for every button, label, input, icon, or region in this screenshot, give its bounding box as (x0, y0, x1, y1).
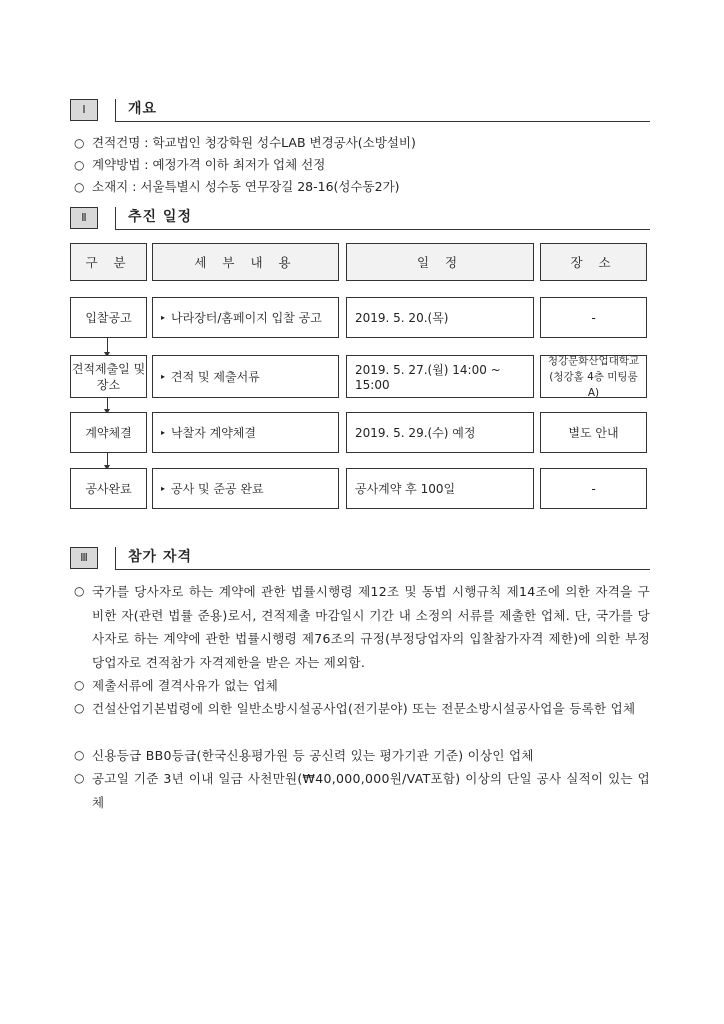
section-header-overview (70, 99, 650, 123)
schedule-date: 2019. 5. 29.(수) 예정 (346, 412, 534, 453)
list-item: ○ 국가를 당사자로 하는 계약에 관한 법률시행령 제12조 및 동법 시행규칙 제14조에 의한 자격을 구비한 자(관련 법률 준용)로서, 견적제출 마감일시 기간 내 소정의 서류를 제출한 업체. 단, 국가를 당사자로 하는 계약에 관한 법률시행령 제76조의 규정(부정당업자의 입찰참가자격 제한)에 의한 부정당업자로 견적참가 자격제한을 받은 자는 제외함. (74, 580, 650, 674)
bullet-circle-icon: ○ (74, 136, 85, 150)
triangle-bullet-icon: ▸ (161, 484, 166, 493)
schedule-date: 2019. 5. 27.(월) 14:00 ~ 15:00 (346, 355, 534, 398)
schedule-category: 공사완료 (70, 468, 147, 509)
list-item: ○ 제출서류에 결격사유가 없는 업체 (74, 674, 650, 698)
section-header-qualification (70, 547, 650, 571)
section-title: 추진 일정 (128, 209, 192, 225)
list-item: ○ 계약방법 : 예정가격 이하 최저가 업체 선정 (74, 154, 664, 176)
section-number: Ⅱ (70, 207, 98, 229)
triangle-bullet-icon: ▸ (161, 428, 166, 437)
flow-arrow-icon (107, 453, 108, 468)
list-item: ○ 견적건명 : 학교법인 청강학원 성수LAB 변경공사(소방설비) (74, 132, 664, 154)
triangle-bullet-icon: ▸ (161, 313, 166, 322)
schedule-detail: ▸ 견적 및 제출서류 (152, 355, 339, 398)
section-title: 참가 자격 (128, 549, 192, 565)
schedule-date: 공사계약 후 100일 (346, 468, 534, 509)
flow-arrow-icon (107, 338, 108, 355)
table-header: 세 부 내 용 (152, 243, 339, 281)
list-item: ○ 공고일 기준 3년 이내 일금 사천만원(₩40,000,000원/VAT포함) 이상의 단일 공사 실적이 있는 업체 (74, 767, 650, 814)
list-item: ○ 소재지 : 서울특별시 성수동 연무장길 28-16(성수동2가) (74, 176, 664, 198)
section-number: Ⅰ (70, 99, 98, 121)
schedule-place: 청강문화산업대학교 (청강홀 4층 미팅룸A) (540, 355, 647, 398)
schedule-detail: ▸ 나라장터/홈페이지 입찰 공고 (152, 297, 339, 338)
schedule-place: - (540, 468, 647, 509)
schedule-category: 계약체결 (70, 412, 147, 453)
bullet-circle-icon: ○ (74, 158, 85, 172)
schedule-place: 별도 안내 (540, 412, 647, 453)
section-title: 개요 (128, 101, 158, 117)
bullet-circle-icon: ○ (74, 678, 85, 692)
schedule-category: 견적제출일 및 장소 (70, 355, 147, 398)
section-header-schedule (70, 207, 650, 231)
table-header: 구 분 (70, 243, 147, 281)
bullet-circle-icon: ○ (74, 180, 85, 194)
table-header: 장 소 (540, 243, 647, 281)
schedule-detail: ▸ 낙찰자 계약체결 (152, 412, 339, 453)
table-header: 일 정 (346, 243, 534, 281)
section-number: Ⅲ (70, 547, 98, 569)
flow-arrow-icon (107, 398, 108, 412)
schedule-place: - (540, 297, 647, 338)
bullet-circle-icon: ○ (74, 701, 85, 715)
bullet-circle-icon: ○ (74, 771, 85, 785)
bullet-circle-icon: ○ (74, 748, 85, 762)
triangle-bullet-icon: ▸ (161, 372, 166, 381)
schedule-date: 2019. 5. 20.(목) (346, 297, 534, 338)
schedule-detail: ▸ 공사 및 준공 완료 (152, 468, 339, 509)
list-item: ○ 신용등급 BB0등급(한국신용평가원 등 공신력 있는 평가기관 기준) 이상인 업체 (74, 744, 650, 768)
bullet-circle-icon: ○ (74, 584, 85, 598)
list-item: ○ 건설산업기본법령에 의한 일반소방시설공사업(전기분야) 또는 전문소방시설공사업을 등록한 업체 (74, 697, 650, 721)
schedule-category: 입찰공고 (70, 297, 147, 338)
